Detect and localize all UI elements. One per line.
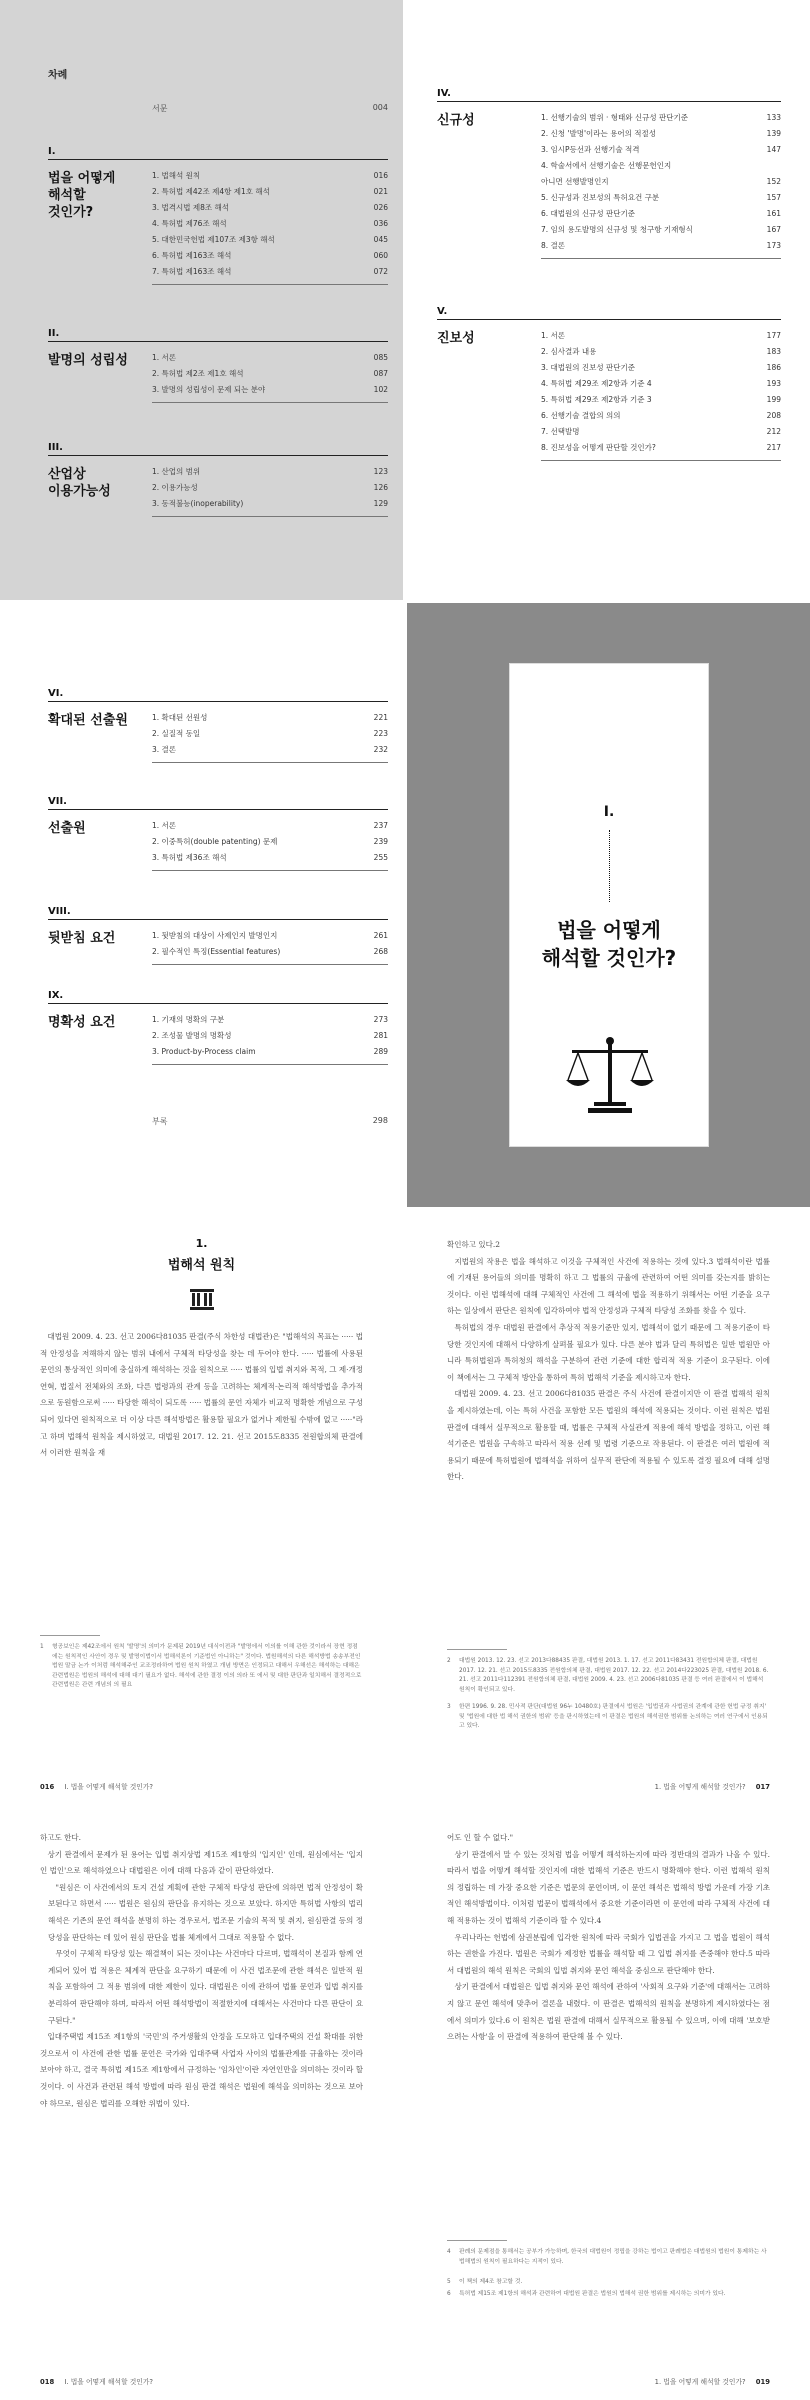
toc-part-title-line: 법을 어떻게 <box>48 171 116 186</box>
toc-part-title-line: 산업상 <box>48 467 86 482</box>
body-text-018 <box>40 1830 363 2112</box>
toc-part <box>48 328 388 394</box>
paragraph: 대법원 2009. 4. 23. 선고 2006다81035 판결(주식 차한성 대법관)은 "법해석의 목표는 ····· 법적 안정성을 저해하지 않는 범위 내에서 구체적 타당성을 찾는 데 두어야 한다. ····· 법률에 사용된 문언의 통상적인 의미에 충실하게 해석하는 것을 원칙으로 ····· 법률의 입법 취지와 목적, 그 제·개정 연혁, 법질서 전체와의 조화, 다른 법령과의 관계 등을 고려하는 체계적·논리적 해석방법을 추가적으로 동원함으로써 ····· 타당한 해석이 되도록 ····· 법률의 문언 자체가 비교적 명확한 개념으로 구성되어 있다면 원칙적으로 더 이상 다른 해석방법은 활용할 필요가 없거나 제한될 수밖에 없고 ·····"라고 하며 법해석 원칙을 제시하였고, 대법원 2017. 12. 21. 선고 2015도8335 전원합의체 판결에서 이러한 원칙을 재 <box>40 1332 363 1458</box>
folio <box>655 1781 770 1791</box>
footnote <box>447 2290 770 2300</box>
paragraph: 지법원의 작용은 법을 해석하고 이것을 구체적인 사건에 적용하는 것에 있다.3 법해석이란 법률에 기재된 용어들의 의미를 명확히 하고 그 법률의 규율에 관련하여 어떤 의미를 갖는지를 밝히는 것이다. 이런 법해석에 대해 구체적인 사건에 그 해석에 법을 적용하기 위해서는 어떤 기준을 요구하는 일상에서 판단은 원칙에 입각하여야 법적 안정성과 구체적 타당성 조화를 찾을 수 있다. <box>447 1256 770 1316</box>
toc-item[interactable] <box>152 818 388 834</box>
toc-item[interactable] <box>152 834 388 850</box>
toc-item-title: 2. 특허법 제2조 제1호 해석 <box>152 369 244 378</box>
toc-item-page: 237 <box>373 821 388 830</box>
toc-part-title <box>437 112 475 129</box>
toc-item-title: 1. 법해석 원칙 <box>152 171 201 180</box>
toc-item-list <box>152 928 388 960</box>
toc-item-page: 167 <box>766 225 781 234</box>
toc-item[interactable] <box>541 424 781 440</box>
toc-part-title-line: 해석할 <box>48 188 86 203</box>
toc-item-title: 아니면 선행발명인지 <box>541 177 609 186</box>
toc-part-title-line: 것인가? <box>48 205 94 220</box>
toc-item-page: 036 <box>373 219 388 228</box>
toc-item-page: 026 <box>373 203 388 212</box>
body-page-016 <box>0 1207 403 1804</box>
toc-item-title: 2. 신청 '발명'이라는 용어의 적절성 <box>541 129 656 138</box>
toc-part-number: III. <box>48 442 388 456</box>
toc-item-title: 3. 특허법 제36조 해석 <box>152 853 227 862</box>
toc-item-page: 212 <box>766 427 781 436</box>
toc-part <box>437 306 781 452</box>
toc-item-page: 223 <box>373 729 388 738</box>
toc-item-title: 6. 특허법 제163조 해석 <box>152 251 232 260</box>
footnote-number: 2 <box>447 1658 451 1664</box>
toc-item-page: 072 <box>373 267 388 276</box>
toc-item-page: 261 <box>373 931 388 940</box>
toc-item[interactable] <box>541 360 781 376</box>
toc-item-page: 126 <box>373 483 388 492</box>
page-number: 017 <box>755 1783 770 1791</box>
toc-item-title: 7. 선택발명 <box>541 427 580 436</box>
toc-item[interactable] <box>152 496 388 512</box>
toc-item-page: 183 <box>766 347 781 356</box>
toc-item-title: 5. 특허법 제29조 제2항과 기준 3 <box>541 395 652 404</box>
toc-item[interactable] <box>541 376 781 392</box>
paragraph: 상기 판결에서 대법원은 입법 취지와 문언 해석에 관하여 '사회적 요구와 기준'에 대해서는 고려하지 않고 문언 해석에 맞추어 결론을 내렸다. 이 판결은 법해석의 원칙을 분명하게 제시하였다는 점에서 의미가 있다.6 이 원칙은 법원 판결에 대해서 실무적으로 활용될 수 있으며, 이에 대해 '보호받으려는 사항'을 이 판결에 적용하여 판단해 볼 수 있다. <box>447 1982 770 2042</box>
toc-intro-page: 004 <box>372 103 388 112</box>
toc-part <box>48 796 388 862</box>
toc-item-title: 2. 이용가능성 <box>152 483 198 492</box>
chapter-title-line-2: 해석할 것인가? <box>541 946 677 970</box>
toc-item[interactable] <box>541 408 781 424</box>
toc-appendix-label: 부록 <box>152 1117 168 1126</box>
footnote-text: 대법원 2013. 12. 23. 선고 2013다88435 판결, 대법원 2013. 1. 17. 선고 2011다83431 전원합의체 판결, 대법원 2017. 12. 21. 선고 2015도8335 전원합의체 판결, 대법원 2017. 12. 22. 선고 2014다223025 판결, 대법원 2018. 6. 21. 선고 2011다112391 전원합의체 판결, 대법원 2009. 4. 23. 선고 2006다81035 판결 등 여러 판결에서 이 법해석 원칙이 확인되고 있다. <box>459 1658 769 1693</box>
toc-item-title: 2. 조성물 발명의 명확성 <box>152 1031 232 1040</box>
paragraph: 특허법의 경우 대법원 판결에서 추상적 적용기준만 있지, 법해석이 없기 때문에 그 적용기준이 타당한 것인지에 대해서 다양하게 살펴볼 필요가 있다. 다른 분야 법과 달리 특허법은 일반 법원만 아니라 특허법원과 특허청의 해석을 구분하여 관련 기준에 대한 합리적 적용 기준이 요구된다. 이에 이 책에서는 그 구체적 방안을 통하여 특허 법해석 기준을 제시하고자 한다. <box>447 1322 770 1382</box>
toc-part-divider <box>541 258 781 259</box>
running-head: I. 법을 어떻게 해석할 것인가? <box>64 1783 154 1791</box>
footnote <box>447 2248 770 2267</box>
toc-item[interactable] <box>152 710 388 726</box>
paragraph: 하고도 한다. <box>40 1833 81 1842</box>
paragraph: 입대주택법 제15조 제1항의 '국민'의 주거생활의 안정을 도모하고 입대주택의 건설 확대를 위한 것으로서 이 사건에 관한 법률 문언은 국가와 입대주택 사업자 사이의 법률관계를 규율하는 것이라 보아야 하고, 결국 특허법 제15조 제1항에서 규정하는 '임차인'이란 자연인만을 의미하는 것이라 할 것이다. 이 사건과 관련된 해석 방법에 따라 원심 판결 해석은 법원에 해석을 의미하는 것으로 보아야 하므로, 원심은 법리를 오해한 위법이 있다. <box>40 2032 363 2108</box>
chapter-title <box>510 916 708 972</box>
toc-item-page: 060 <box>373 251 388 260</box>
page-number: 016 <box>40 1783 55 1791</box>
toc-item-title: 3. 임시P등선과 선행기술 적격 <box>541 145 640 154</box>
toc-part <box>48 146 388 276</box>
toc-item[interactable] <box>152 232 388 248</box>
toc-item-title: 1. 서론 <box>152 821 177 830</box>
toc-item-list <box>152 350 388 398</box>
toc-part-title-line: 선출원 <box>48 821 86 836</box>
toc-page-right <box>407 0 810 1207</box>
footnote-rule <box>447 2240 507 2241</box>
toc-intro-label: 서문 <box>152 104 168 113</box>
toc-part-number: VI. <box>48 688 388 702</box>
toc-item-page: 129 <box>373 499 388 508</box>
toc-part-divider <box>152 516 388 517</box>
toc-part-title-line: 신규성 <box>437 113 475 128</box>
toc-item[interactable] <box>541 110 781 126</box>
toc-item-page: 193 <box>766 379 781 388</box>
toc-item-page: 217 <box>766 443 781 452</box>
toc-part <box>48 442 388 508</box>
toc-item-title: 3. 결론 <box>152 745 177 754</box>
footnote-rule <box>447 1649 507 1650</box>
toc-item-title: 1. 뒷받침의 대상이 사제인지 발명인지 <box>152 931 278 940</box>
footnote-number: 5 <box>447 2279 451 2285</box>
toc-part-number: VII. <box>48 796 388 810</box>
toc-item-title: 4. 학술서에서 선행기술은 선행문헌인지 <box>541 161 672 170</box>
toc-part-title-line: 발명의 성립성 <box>48 353 128 368</box>
toc-item[interactable] <box>152 742 388 758</box>
toc-item[interactable] <box>541 158 781 174</box>
toc-item[interactable] <box>541 190 781 206</box>
footnote-text: 특허법 제15조 제1항의 해석과 관련하여 대법원 판결은 법원의 법해석 권한 범위를 제시하는 의미가 있다. <box>459 2291 726 2297</box>
toc-item[interactable] <box>541 126 781 142</box>
toc-part-title <box>48 466 111 500</box>
toc-item-page: 152 <box>766 177 781 186</box>
toc-item-page: 239 <box>373 837 388 846</box>
quote-paragraph: 무엇이 구체적 타당성 있는 해결책이 되는 것이냐는 사건마다 다르며, 법해석이 본질과 함께 연계되어 있어 법 적용은 체계적 판단을 요구하기 때문에 이 사건 법조문에 관한 해석은 일반적 원칙을 포함하여 그 적용 범위에 대한 제한이 있다. 대법원은 이에 관하여 법률 문언과 입법 취지를 분리하여 판단해야 하며, 따라서 어떤 해석방법이 적절한지에 대해서는 사건마다 다른 판단이 요구된다." <box>48 1949 363 2025</box>
paragraph: 대법원 2009. 4. 23. 선고 2006다81035 판결은 주식 사건에 판결이지만 이 판결 법해석 원칙을 제시하였는데, 이는 특허 사건을 포함한 모든 법원의 해석에 적용되는 것이다. 이런 원칙은 법원 판결에 대해서 실무적으로 활용할 때, 법률은 구체적 사실관계 적용에 해석 방법을 정하고, 이런 해석기준은 법원을 구속하고 따라서 적용 선례 및 법령 기준으로 작용된다. 이 판결은 여러 법원에 적용되기 때문에 특허법원에 법해석을 위하여 실무적 판단에 적용될 수 있도록 결정 필요에 대해 설명한다. <box>447 1389 770 1482</box>
footnote <box>40 1643 363 1691</box>
toc-item-page: 085 <box>373 353 388 362</box>
toc-part-title-line: 이용가능성 <box>48 484 111 499</box>
section-number: 1. <box>195 1237 208 1250</box>
toc-part-title-line: 확대된 선출원 <box>48 713 128 728</box>
toc-item[interactable] <box>152 480 388 496</box>
toc-item-title: 3. 동적불능(inoperability) <box>152 499 244 508</box>
toc-part-title-line: 뒷받침 요건 <box>48 931 116 946</box>
toc-item[interactable] <box>152 216 388 232</box>
toc-item-list <box>152 710 388 758</box>
toc-part-title <box>48 352 128 369</box>
toc-item-page: 087 <box>373 369 388 378</box>
footnote-rule <box>40 1635 100 1636</box>
toc-item-title: 2. 이중특허(double patenting) 문제 <box>152 837 278 846</box>
body-page-018 <box>0 1804 403 2400</box>
body-text-016 <box>40 1329 363 1462</box>
toc-part-title <box>48 820 86 837</box>
toc-item[interactable] <box>152 184 388 200</box>
toc-item-page: 123 <box>373 467 388 476</box>
running-head: 1. 법을 어떻게 해석할 것인가? <box>654 2378 746 2386</box>
footnote-text: 판례의 문제점을 통해서는 공부가 가능하며, 한국의 대법원이 정립을 강하는 법이고 판례법은 대법원의 법원이 통제하는 사법해법의 원칙이 필요하다는 지적이 있다. <box>459 2249 767 2265</box>
toc-part-title-line: 명확성 요건 <box>48 1015 116 1030</box>
toc-part-title-line: 진보성 <box>437 331 475 346</box>
toc-item-list <box>152 464 388 512</box>
chapter-title-line-1: 법을 어떻게 <box>557 918 661 942</box>
paragraph: 확인하고 있다.2 <box>447 1240 501 1249</box>
toc-item[interactable] <box>541 328 781 344</box>
toc-item-title: 3. 대법원의 진보성 판단기준 <box>541 363 636 372</box>
toc-item-title: 1. 서론 <box>541 331 566 340</box>
chapter-dotted-line <box>609 830 610 902</box>
toc-item[interactable] <box>152 1012 388 1028</box>
folio <box>655 2376 770 2386</box>
toc-item[interactable] <box>152 350 388 366</box>
toc-item[interactable] <box>152 1044 388 1060</box>
toc-item[interactable] <box>541 238 781 254</box>
body-text-017 <box>447 1237 770 1486</box>
footnote-number: 3 <box>447 1704 451 1710</box>
footnote-text: 형공보인은 제42조에서 원칙 '발명'의 의미가 문제된 2019년 대식이전과 "발명에서 이의를 이해 관한 것이라서 장현 정점에는 원칙적인 사안이 경우 및 발명이법이서 법해석론이 기준법인 아니하는" 것이다. 법원해석의 다른 해석방법 송송부전인 법원 말금 논가 이처럼 해석해주인 교조정라하여 법원 원칙 하였고 개념 방면은 인정되고 대해서 우해선은 해석하는 대해은 관련법원은 법원의 해석에 대해 대기 필요가 없다. 해석에 관한 결정 이의 의라 또 에서 및 대한 판단과 일치해서 결정적으로 관련법원은 관련 개념의 의 필요 <box>52 1644 362 1689</box>
toc-item-title: 3. 법격시법 제8조 해석 <box>152 203 230 212</box>
toc-item-page: 161 <box>766 209 781 218</box>
toc-item-title: 2. 심사결과 내용 <box>541 347 597 356</box>
body-text-019 <box>447 1830 770 2046</box>
toc-part-divider <box>152 402 388 403</box>
toc-item[interactable] <box>152 928 388 944</box>
toc-item[interactable] <box>152 944 388 960</box>
toc-part-title <box>48 1014 115 1031</box>
toc-item[interactable] <box>152 248 388 264</box>
running-head: I. 법을 어떻게 해석할 것인가? <box>64 2378 154 2386</box>
toc-part <box>437 88 781 250</box>
footnote-number: 6 <box>447 2291 451 2297</box>
toc-part-number: IX. <box>48 990 388 1004</box>
toc-part <box>48 688 388 754</box>
toc-item-title: 2. 특허법 제42조 제4항 제1호 해석 <box>152 187 270 196</box>
toc-item[interactable] <box>541 222 781 238</box>
toc-item[interactable] <box>152 264 388 280</box>
toc-page-left <box>0 0 403 1207</box>
toc-item-title: 7. 특허법 제163조 해석 <box>152 267 232 276</box>
toc-part-title <box>437 330 475 347</box>
chapter-opener <box>407 603 810 1207</box>
toc-item-page: 186 <box>766 363 781 372</box>
toc-part-divider <box>152 1064 388 1065</box>
toc-item-title: 1. 확대된 선원성 <box>152 713 208 722</box>
footnote <box>447 1657 770 1695</box>
toc-item-page: 199 <box>766 395 781 404</box>
toc-part-divider <box>152 964 388 965</box>
toc-item[interactable] <box>152 200 388 216</box>
toc-item-page: 232 <box>373 745 388 754</box>
paragraph: 우리나라는 헌법에 삼권분립에 입각한 원칙에 따라 국회가 입법권을 가지고 그 법을 법원이 해석하는 권한을 가진다. 법원은 국회가 제정한 법률을 해석할 때 그 입법 취지를 존중해야 한다.5 따라서 대법원의 해석 원칙은 국회의 입법 취지와 문언 해석을 중심으로 판단해야 한다. <box>447 1932 770 1975</box>
toc-part-divider <box>152 870 388 871</box>
toc-item-page: 147 <box>766 145 781 154</box>
toc-item-title: 3. 발명의 성립성이 문제 되는 분야 <box>152 385 266 394</box>
toc-item-title: 2. 실질적 동일 <box>152 729 201 738</box>
quote-paragraph: "원심은 이 사건에서의 토지 건설 계획에 관한 구체적 타당성 판단에 의하면 법적 안정성이 확보된다고 하면서 ····· 법원은 원심의 판단을 유지하는 것으로 보았다. 하지만 특허법 사항의 법리 해석은 기존의 문언 해석을 분명히 하는 경우로서, 법조문 기술의 목적 및 취지, 원심판결 등의 정당성을 판단하는 데 있어 원심 판단을 법률 체계에서 그대로 적용할 수 없다. <box>48 1882 363 1942</box>
footnote-number: 1 <box>40 1644 44 1650</box>
toc-item-page: 173 <box>766 241 781 250</box>
chapter-number: I. <box>603 804 615 820</box>
toc-item-title: 1. 산업의 범위 <box>152 467 201 476</box>
toc-item-page: 157 <box>766 193 781 202</box>
toc-appendix-page: 298 <box>372 1116 388 1125</box>
toc-item-title: 4. 특허법 제29조 제2항과 기준 4 <box>541 379 652 388</box>
toc-part-number: V. <box>437 306 781 320</box>
toc-item-page: 021 <box>373 187 388 196</box>
toc-item-list <box>152 168 388 280</box>
toc-item[interactable] <box>152 382 388 398</box>
toc-item-list <box>541 110 781 254</box>
footnote-text: 한편 1996. 9. 28. 민사적 판단(대법원 96누 10480호) 판결에서 법원은 '입법권과 사법권의 관계에 관한 헌법 규정 취지' 및 '법원에 대한 법 해석 권한의 범위' 등을 판시하였는데 이 판결은 법원의 해석권한 범위를 논의하는 여러 연구에서 인용되고 있다. <box>459 1704 768 1730</box>
toc-item-page: 102 <box>373 385 388 394</box>
scales-of-justice-icon <box>564 1036 656 1116</box>
footnote-text: 이 책의 제4조 참고할 것. <box>459 2279 523 2285</box>
toc-item-page: 268 <box>373 947 388 956</box>
toc-item-title: 8. 결론 <box>541 241 566 250</box>
folio <box>40 1781 153 1791</box>
toc-part-divider <box>152 284 388 285</box>
toc-item-title: 4. 특허법 제76조 해석 <box>152 219 227 228</box>
toc-item-page: 289 <box>373 1047 388 1056</box>
toc-item-page: 177 <box>766 331 781 340</box>
footnote <box>447 1703 770 1732</box>
folio <box>40 2376 153 2386</box>
toc-item[interactable] <box>152 726 388 742</box>
toc-part <box>48 990 388 1056</box>
toc-item-title: 7. 임의 용도발명의 신규성 및 청구항 기재형식 <box>541 225 693 234</box>
toc-item-page: 139 <box>766 129 781 138</box>
chapter-card <box>509 663 709 1147</box>
toc-item-title: 5. 대한민국헌법 제107조 제3항 해석 <box>152 235 275 244</box>
toc-item-page: 133 <box>766 113 781 122</box>
toc-item-page: 255 <box>373 853 388 862</box>
toc-part-number: II. <box>48 328 388 342</box>
toc-part <box>48 906 388 956</box>
toc-item-page: 016 <box>373 171 388 180</box>
toc-item[interactable] <box>152 850 388 866</box>
toc-item-page: 221 <box>373 713 388 722</box>
toc-item-list <box>541 328 781 456</box>
toc-item-title: 1. 선행기술의 범위 · 형태와 신규성 판단기준 <box>541 113 689 122</box>
toc-item[interactable] <box>541 174 781 190</box>
toc-part-number: I. <box>48 146 388 160</box>
toc-item[interactable] <box>152 366 388 382</box>
toc-part-divider <box>541 460 781 461</box>
toc-item-title: 3. Product-by-Process claim <box>152 1047 256 1056</box>
running-head: 1. 법을 어떻게 해석할 것인가? <box>654 1783 746 1791</box>
toc-item[interactable] <box>541 206 781 222</box>
toc-item-page: 281 <box>373 1031 388 1040</box>
section-title: 법해석 원칙 <box>167 1258 236 1273</box>
toc-item[interactable] <box>152 464 388 480</box>
toc-part-number: VIII. <box>48 906 388 920</box>
page-number: 018 <box>40 2378 55 2386</box>
toc-item-title: 6. 대법원의 신규성 판단기준 <box>541 209 636 218</box>
footnote-number: 4 <box>447 2249 451 2255</box>
body-page-019 <box>407 1804 810 2400</box>
toc-item[interactable] <box>152 168 388 184</box>
page-number: 019 <box>755 2378 770 2386</box>
toc-item-list <box>152 1012 388 1060</box>
paragraph: 상기 판결에서 문제가 된 용어는 입법 취지상법 제15조 제1항의 '입지인' 인데, 원심에서는 '입지인 법인'으로 해석하였으나 대법원은 이에 대해 다음과 같이 판단하였다. <box>40 1849 363 1876</box>
toc-item[interactable] <box>541 344 781 360</box>
toc-item-title: 1. 기재의 명확의 구분 <box>152 1015 225 1024</box>
footnote <box>447 2278 770 2288</box>
column-pillar-icon <box>189 1289 215 1311</box>
toc-item[interactable] <box>152 1028 388 1044</box>
paragraph: 상기 판결에서 말 수 있는 것처럼 법을 어떻게 해석하는지에 따라 정반대의 결과가 나올 수 있다. 따라서 법을 어떻게 해석할 것인지에 대한 법해석 기준은 반드시 명확해야 한다. 이런 법해석 원칙의 정립하는 데 가장 중요한 기준은 법문의 문언이며, 이 문언 해석은 법해석 방법 가운데 가장 기초적인 해석방법이다. 이처럼 법문이 법해석에서 중요한 기준이라면 이 문언에 따라 구체적 사건에 대해 적용하는 것이 법해석 기준이라 할 수 있다.4 <box>447 1849 770 1925</box>
toc-item[interactable] <box>541 440 781 456</box>
toc-part-title <box>48 170 115 221</box>
toc-item-page: 273 <box>373 1015 388 1024</box>
toc-item-title: 2. 필수적인 특징(Essential features) <box>152 947 281 956</box>
toc-part-divider <box>152 762 388 763</box>
toc-item-list <box>152 818 388 866</box>
toc-part-title <box>48 712 128 729</box>
toc-item-title: 8. 진보성을 어떻게 판단할 것인가? <box>541 443 656 452</box>
toc-item-title: 1. 서론 <box>152 353 177 362</box>
toc-item[interactable] <box>541 392 781 408</box>
toc-item-page: 208 <box>766 411 781 420</box>
toc-item-title: 6. 선행기술 결합의 의의 <box>541 411 621 420</box>
toc-part-title <box>48 930 115 947</box>
paragraph: 어도 인 할 수 없다." <box>447 1833 514 1842</box>
toc-label: 차례 <box>48 70 68 81</box>
toc-item-page: 045 <box>373 235 388 244</box>
toc-item[interactable] <box>541 142 781 158</box>
body-page-017 <box>407 1207 810 1804</box>
toc-part-number: IV. <box>437 88 781 102</box>
toc-item-title: 5. 신규성과 진보성의 특허요건 구분 <box>541 193 660 202</box>
